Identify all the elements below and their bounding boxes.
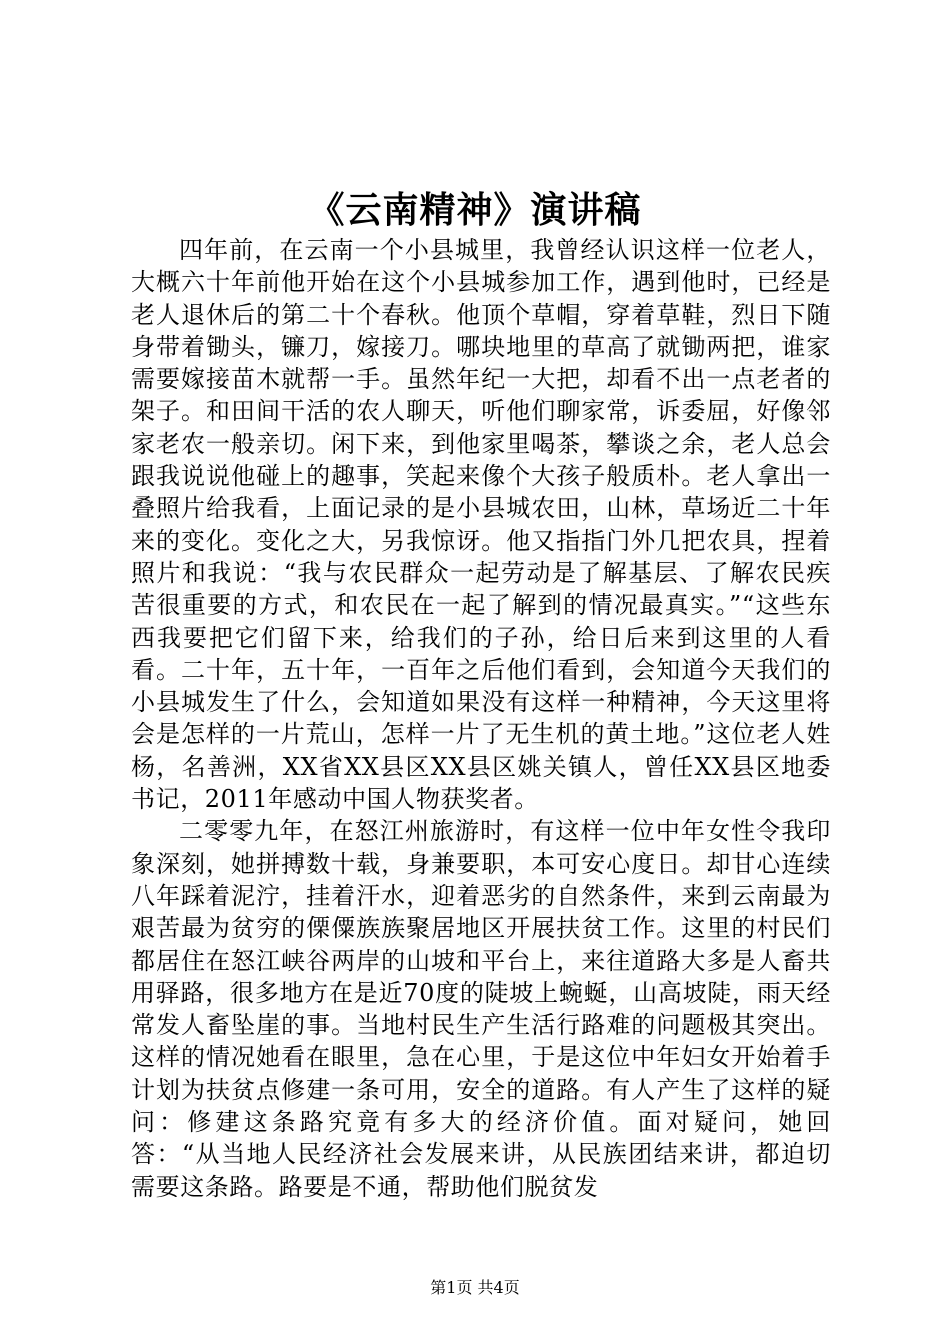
paragraph-2: 二零零九年，在怒江州旅游时，有这样一位中年女性令我印象深刻，她拼搏数十载，身兼要职，本可安心度日。却甘心连续八年踩着泥泞，挂着汗水，迎着恶劣的自然条件，来到云南最为艰苦最为贫穷的傈僳族族聚居地区开展扶贫工作。这里的村民们都居住在怒江峡谷两岸的山坡和平台上，来往道路大多是人畜共用驿路，很多地方在是近70度的陡坡上蜿蜒，山高坡陡，雨天经常发人畜坠崖的事。当地村民生产生活行路难的问题极其突出。这样的情况她看在眼里，急在心里，于是这位中年妇女开始着手计划为扶贫点修建一条可用，安全的道路。有人产生了这样的疑问：修建这条路究竟有多大的经济价值。面对疑问，她回答：“从当地人民经济社会发展来讲，从民族团结来讲，都迫切需要这条路。路要是不通，帮助他们脱贫发	[131, 817, 831, 1201]
paragraph-1: 四年前，在云南一个小县城里，我曾经认识这样一位老人，大概六十年前他开始在这个小县城参加工作，遇到他时，已经是老人退休后的第二十个春秋。他顶个草帽，穿着草鞋，烈日下随身带着锄头，镰刀，嫁接刀。哪块地里的草高了就锄两把，谁家需要嫁接苗木就帮一手。虽然年纪一大把，却看不出一点老者的架子。和田间干活的农人聊天，听他们聊家常，诉委屈，好像邻家老农一般亲切。闲下来，到他家里喝茶，攀谈之余，老人总会跟我说说他碰上的趣事，笑起来像个大孩子般质朴。老人拿出一叠照片给我看，上面记录的是小县城农田，山林，草场近二十年来的变化。变化之大，另我惊讶。他又指指门外几把农具，捏着照片和我说：“我与农民群众一起劳动是了解基层、了解农民疾苦很重要的方式，和农民在一起了解到的情况最真实。”“这些东西我要把它们留下来，给我们的子孙，给日后来到这里的人看看。二十年，五十年，一百年之后他们看到，会知道今天我们的小县城发生了什么，会知道如果没有这样一种精神，今天这里将会是怎样的一片荒山，怎样一片了无生机的黄土地。”这位老人姓杨，名善洲，XX省XX县区XX县区姚关镇人，曾任XX县区地委书记，2011年感动中国人物获奖者。	[131, 236, 831, 814]
page-footer: 第1页 共4页	[430, 1278, 520, 1297]
document-body	[131, 234, 831, 1203]
document-title: 《云南精神》演讲稿	[308, 189, 642, 231]
